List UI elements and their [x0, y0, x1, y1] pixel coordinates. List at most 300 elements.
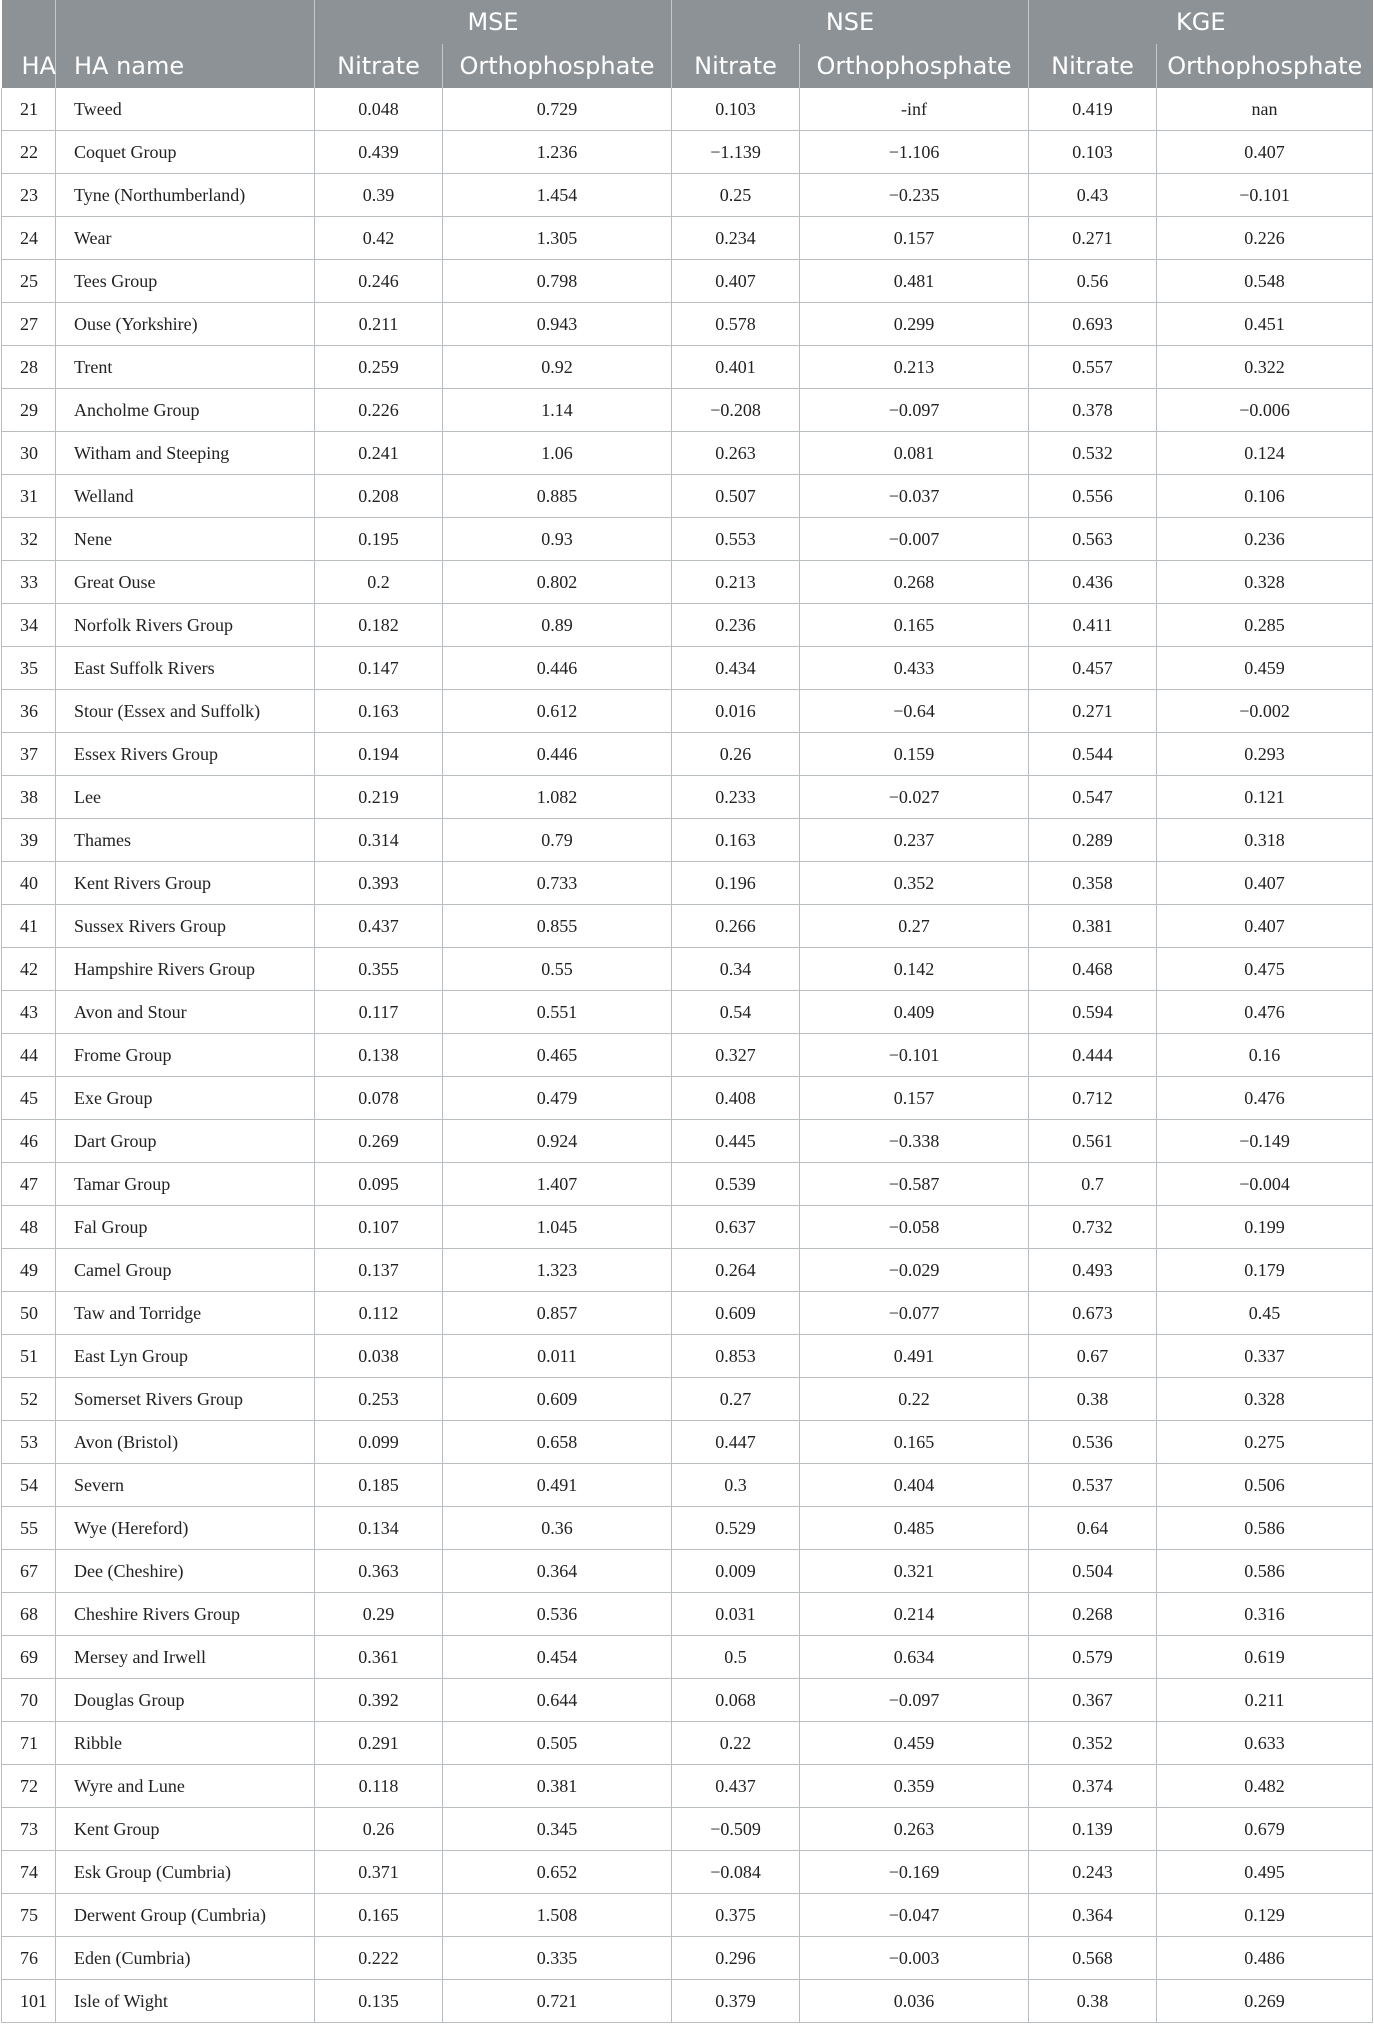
cell-nse-nitrate: 0.016 — [672, 690, 800, 733]
cell-nse-nitrate: 0.263 — [672, 432, 800, 475]
cell-ha: 69 — [2, 1636, 56, 1679]
cell-kge-nitrate: 0.712 — [1029, 1077, 1157, 1120]
cell-nse-orthophosphate: 0.22 — [800, 1378, 1029, 1421]
cell-kge-nitrate: 0.563 — [1029, 518, 1157, 561]
cell-mse-orthophosphate: 1.323 — [443, 1249, 672, 1292]
cell-kge-nitrate: 0.374 — [1029, 1765, 1157, 1808]
table-row — [2, 217, 1373, 260]
cell-mse-orthophosphate: 1.06 — [443, 432, 672, 475]
cell-ha-name: Tweed — [56, 88, 315, 131]
cell-nse-nitrate: 0.434 — [672, 647, 800, 690]
table-row — [2, 1206, 1373, 1249]
cell-ha: 52 — [2, 1378, 56, 1421]
cell-mse-orthophosphate: 0.733 — [443, 862, 672, 905]
cell-mse-nitrate: 0.253 — [315, 1378, 443, 1421]
cell-mse-nitrate: 0.163 — [315, 690, 443, 733]
cell-kge-orthophosphate: 0.476 — [1157, 991, 1373, 1034]
cell-ha-name: Wye (Hereford) — [56, 1507, 315, 1550]
cell-mse-nitrate: 0.222 — [315, 1937, 443, 1980]
cell-mse-nitrate: 0.078 — [315, 1077, 443, 1120]
cell-nse-orthophosphate: 0.459 — [800, 1722, 1029, 1765]
cell-kge-nitrate: 0.504 — [1029, 1550, 1157, 1593]
cell-mse-nitrate: 0.165 — [315, 1894, 443, 1937]
cell-mse-nitrate: 0.117 — [315, 991, 443, 1034]
cell-nse-orthophosphate: −0.097 — [800, 389, 1029, 432]
cell-ha: 38 — [2, 776, 56, 819]
cell-nse-nitrate: −0.509 — [672, 1808, 800, 1851]
cell-ha-name: Coquet Group — [56, 131, 315, 174]
cell-ha: 34 — [2, 604, 56, 647]
cell-nse-nitrate: 0.54 — [672, 991, 800, 1034]
cell-kge-orthophosphate: 0.328 — [1157, 561, 1373, 604]
cell-nse-nitrate: −0.084 — [672, 1851, 800, 1894]
cell-nse-nitrate: −0.208 — [672, 389, 800, 432]
cell-nse-nitrate: 0.853 — [672, 1335, 800, 1378]
table-row — [2, 475, 1373, 518]
table-row — [2, 1249, 1373, 1292]
table-row — [2, 1292, 1373, 1335]
cell-nse-nitrate: 0.25 — [672, 174, 800, 217]
cell-kge-orthophosphate: −0.101 — [1157, 174, 1373, 217]
cell-kge-nitrate: 0.457 — [1029, 647, 1157, 690]
cell-ha: 47 — [2, 1163, 56, 1206]
cell-nse-orthophosphate: 0.481 — [800, 260, 1029, 303]
cell-mse-orthophosphate: 0.798 — [443, 260, 672, 303]
cell-mse-orthophosphate: 0.855 — [443, 905, 672, 948]
results-table — [1, 0, 1373, 2023]
cell-kge-orthophosphate: 0.322 — [1157, 346, 1373, 389]
cell-nse-orthophosphate: 0.214 — [800, 1593, 1029, 1636]
cell-kge-nitrate: 0.352 — [1029, 1722, 1157, 1765]
cell-kge-nitrate: 0.568 — [1029, 1937, 1157, 1980]
cell-ha-name: Dee (Cheshire) — [56, 1550, 315, 1593]
cell-mse-nitrate: 0.42 — [315, 217, 443, 260]
table-row — [2, 131, 1373, 174]
table-row — [2, 905, 1373, 948]
cell-ha-name: Eden (Cumbria) — [56, 1937, 315, 1980]
cell-kge-nitrate: 0.378 — [1029, 389, 1157, 432]
cell-kge-orthophosphate: 0.633 — [1157, 1722, 1373, 1765]
header-blank — [56, 0, 315, 44]
table-row — [2, 690, 1373, 733]
cell-ha-name: Frome Group — [56, 1034, 315, 1077]
cell-nse-orthophosphate: −1.106 — [800, 131, 1029, 174]
table-row — [2, 260, 1373, 303]
cell-mse-orthophosphate: 0.36 — [443, 1507, 672, 1550]
cell-mse-nitrate: 0.39 — [315, 174, 443, 217]
cell-ha-name: East Suffolk Rivers — [56, 647, 315, 690]
cell-ha-name: Norfolk Rivers Group — [56, 604, 315, 647]
cell-mse-orthophosphate: 1.508 — [443, 1894, 672, 1937]
cell-kge-nitrate: 0.7 — [1029, 1163, 1157, 1206]
cell-mse-nitrate: 0.138 — [315, 1034, 443, 1077]
cell-mse-orthophosphate: 0.536 — [443, 1593, 672, 1636]
cell-mse-nitrate: 0.112 — [315, 1292, 443, 1335]
cell-nse-orthophosphate: 0.165 — [800, 1421, 1029, 1464]
cell-nse-orthophosphate: −0.047 — [800, 1894, 1029, 1937]
cell-mse-orthophosphate: 0.885 — [443, 475, 672, 518]
cell-ha-name: Trent — [56, 346, 315, 389]
cell-nse-nitrate: 0.26 — [672, 733, 800, 776]
cell-ha: 30 — [2, 432, 56, 475]
cell-kge-orthophosphate: 0.586 — [1157, 1507, 1373, 1550]
cell-nse-orthophosphate: 0.404 — [800, 1464, 1029, 1507]
cell-nse-orthophosphate: 0.485 — [800, 1507, 1029, 1550]
cell-kge-orthophosphate: 0.459 — [1157, 647, 1373, 690]
table-row — [2, 1765, 1373, 1808]
cell-mse-orthophosphate: 0.924 — [443, 1120, 672, 1163]
header-ha: HA — [2, 44, 56, 88]
cell-mse-orthophosphate: 0.446 — [443, 647, 672, 690]
cell-nse-nitrate: 0.34 — [672, 948, 800, 991]
table-row — [2, 346, 1373, 389]
cell-ha-name: Taw and Torridge — [56, 1292, 315, 1335]
cell-ha: 73 — [2, 1808, 56, 1851]
cell-kge-nitrate: 0.444 — [1029, 1034, 1157, 1077]
cell-ha: 74 — [2, 1851, 56, 1894]
cell-kge-nitrate: 0.493 — [1029, 1249, 1157, 1292]
table-row — [2, 1378, 1373, 1421]
cell-nse-orthophosphate: 0.036 — [800, 1980, 1029, 2023]
cell-ha: 44 — [2, 1034, 56, 1077]
table-body — [2, 88, 1373, 2023]
cell-nse-orthophosphate: 0.268 — [800, 561, 1029, 604]
cell-mse-orthophosphate: 0.652 — [443, 1851, 672, 1894]
cell-kge-nitrate: 0.557 — [1029, 346, 1157, 389]
table-row — [2, 1593, 1373, 1636]
cell-mse-nitrate: 0.439 — [315, 131, 443, 174]
cell-nse-orthophosphate: −0.169 — [800, 1851, 1029, 1894]
cell-kge-orthophosphate: 0.106 — [1157, 475, 1373, 518]
cell-mse-nitrate: 0.048 — [315, 88, 443, 131]
cell-kge-orthophosphate: 0.407 — [1157, 905, 1373, 948]
cell-mse-nitrate: 0.099 — [315, 1421, 443, 1464]
cell-ha-name: Fal Group — [56, 1206, 315, 1249]
cell-kge-orthophosphate: 0.124 — [1157, 432, 1373, 475]
table-row — [2, 1808, 1373, 1851]
table-row — [2, 1636, 1373, 1679]
cell-mse-nitrate: 0.437 — [315, 905, 443, 948]
cell-ha: 23 — [2, 174, 56, 217]
cell-kge-orthophosphate: 0.495 — [1157, 1851, 1373, 1894]
cell-mse-nitrate: 0.241 — [315, 432, 443, 475]
cell-kge-orthophosphate: 0.45 — [1157, 1292, 1373, 1335]
cell-mse-nitrate: 0.211 — [315, 303, 443, 346]
cell-nse-orthophosphate: −0.338 — [800, 1120, 1029, 1163]
table-row — [2, 303, 1373, 346]
cell-ha-name: Mersey and Irwell — [56, 1636, 315, 1679]
cell-nse-nitrate: 0.609 — [672, 1292, 800, 1335]
table-row — [2, 1163, 1373, 1206]
cell-nse-nitrate: 0.196 — [672, 862, 800, 905]
cell-mse-orthophosphate: 0.446 — [443, 733, 672, 776]
cell-kge-orthophosphate: 0.679 — [1157, 1808, 1373, 1851]
cell-mse-orthophosphate: 0.465 — [443, 1034, 672, 1077]
cell-ha: 51 — [2, 1335, 56, 1378]
cell-ha: 50 — [2, 1292, 56, 1335]
cell-mse-nitrate: 0.195 — [315, 518, 443, 561]
cell-mse-orthophosphate: 1.236 — [443, 131, 672, 174]
cell-kge-orthophosphate: 0.129 — [1157, 1894, 1373, 1937]
cell-mse-nitrate: 0.2 — [315, 561, 443, 604]
cell-kge-nitrate: 0.419 — [1029, 88, 1157, 131]
cell-ha-name: Douglas Group — [56, 1679, 315, 1722]
cell-mse-orthophosphate: 0.454 — [443, 1636, 672, 1679]
cell-kge-orthophosphate: 0.486 — [1157, 1937, 1373, 1980]
cell-nse-nitrate: 0.3 — [672, 1464, 800, 1507]
header-nse: NSE — [672, 0, 1029, 44]
cell-mse-nitrate: 0.137 — [315, 1249, 443, 1292]
cell-ha-name: Lee — [56, 776, 315, 819]
cell-kge-nitrate: 0.532 — [1029, 432, 1157, 475]
cell-nse-orthophosphate: 0.081 — [800, 432, 1029, 475]
table-row — [2, 733, 1373, 776]
cell-mse-nitrate: 0.107 — [315, 1206, 443, 1249]
cell-kge-orthophosphate: 0.316 — [1157, 1593, 1373, 1636]
cell-nse-orthophosphate: 0.213 — [800, 346, 1029, 389]
cell-kge-nitrate: 0.547 — [1029, 776, 1157, 819]
cell-nse-nitrate: 0.379 — [672, 1980, 800, 2023]
table-row — [2, 1550, 1373, 1593]
cell-mse-orthophosphate: 0.381 — [443, 1765, 672, 1808]
cell-nse-nitrate: −1.139 — [672, 131, 800, 174]
cell-mse-nitrate: 0.29 — [315, 1593, 443, 1636]
cell-ha: 27 — [2, 303, 56, 346]
cell-mse-nitrate: 0.355 — [315, 948, 443, 991]
cell-nse-orthophosphate: −0.058 — [800, 1206, 1029, 1249]
cell-mse-nitrate: 0.269 — [315, 1120, 443, 1163]
cell-mse-nitrate: 0.371 — [315, 1851, 443, 1894]
cell-kge-nitrate: 0.56 — [1029, 260, 1157, 303]
cell-kge-orthophosphate: 0.548 — [1157, 260, 1373, 303]
cell-kge-orthophosphate: 0.451 — [1157, 303, 1373, 346]
header-mse-orthophosphate: Orthophosphate — [443, 44, 672, 88]
cell-kge-orthophosphate: 0.586 — [1157, 1550, 1373, 1593]
cell-ha-name: Tamar Group — [56, 1163, 315, 1206]
table-row — [2, 561, 1373, 604]
cell-nse-orthophosphate: 0.491 — [800, 1335, 1029, 1378]
cell-kge-orthophosphate: 0.179 — [1157, 1249, 1373, 1292]
cell-kge-nitrate: 0.289 — [1029, 819, 1157, 862]
cell-kge-orthophosphate: 0.236 — [1157, 518, 1373, 561]
cell-kge-nitrate: 0.594 — [1029, 991, 1157, 1034]
cell-mse-nitrate: 0.194 — [315, 733, 443, 776]
cell-kge-orthophosphate: 0.293 — [1157, 733, 1373, 776]
table-row — [2, 1077, 1373, 1120]
table-row — [2, 1120, 1373, 1163]
column-header-row — [2, 44, 1373, 88]
cell-kge-nitrate: 0.38 — [1029, 1980, 1157, 2023]
cell-kge-orthophosphate: 0.619 — [1157, 1636, 1373, 1679]
cell-mse-nitrate: 0.363 — [315, 1550, 443, 1593]
cell-ha: 49 — [2, 1249, 56, 1292]
cell-nse-orthophosphate: 0.157 — [800, 217, 1029, 260]
cell-mse-nitrate: 0.118 — [315, 1765, 443, 1808]
cell-ha-name: Avon and Stour — [56, 991, 315, 1034]
header-mse-nitrate: Nitrate — [315, 44, 443, 88]
cell-ha: 53 — [2, 1421, 56, 1464]
header-nse-orthophosphate: Orthophosphate — [800, 44, 1029, 88]
cell-mse-orthophosphate: 0.721 — [443, 1980, 672, 2023]
cell-ha: 48 — [2, 1206, 56, 1249]
cell-nse-nitrate: 0.401 — [672, 346, 800, 389]
cell-ha: 45 — [2, 1077, 56, 1120]
table-row — [2, 1464, 1373, 1507]
cell-kge-orthophosphate: 0.211 — [1157, 1679, 1373, 1722]
cell-nse-nitrate: 0.375 — [672, 1894, 800, 1937]
cell-mse-orthophosphate: 0.644 — [443, 1679, 672, 1722]
cell-nse-nitrate: 0.553 — [672, 518, 800, 561]
cell-kge-orthophosphate: −0.004 — [1157, 1163, 1373, 1206]
cell-nse-orthophosphate: 0.321 — [800, 1550, 1029, 1593]
table-row — [2, 1679, 1373, 1722]
cell-ha: 42 — [2, 948, 56, 991]
cell-mse-orthophosphate: 0.345 — [443, 1808, 672, 1851]
cell-nse-orthophosphate: −0.027 — [800, 776, 1029, 819]
cell-nse-nitrate: 0.031 — [672, 1593, 800, 1636]
cell-nse-orthophosphate: 0.263 — [800, 1808, 1029, 1851]
group-header-row — [2, 0, 1373, 44]
cell-ha-name: Witham and Steeping — [56, 432, 315, 475]
cell-ha-name: Avon (Bristol) — [56, 1421, 315, 1464]
table-row — [2, 1851, 1373, 1894]
cell-kge-nitrate: 0.536 — [1029, 1421, 1157, 1464]
cell-nse-nitrate: 0.264 — [672, 1249, 800, 1292]
cell-kge-nitrate: 0.67 — [1029, 1335, 1157, 1378]
cell-mse-orthophosphate: 1.045 — [443, 1206, 672, 1249]
table-row — [2, 1335, 1373, 1378]
table-row — [2, 604, 1373, 647]
cell-ha-name: Cheshire Rivers Group — [56, 1593, 315, 1636]
header-nse-nitrate: Nitrate — [672, 44, 800, 88]
cell-kge-orthophosphate: nan — [1157, 88, 1373, 131]
cell-nse-orthophosphate: 0.157 — [800, 1077, 1029, 1120]
cell-nse-nitrate: 0.539 — [672, 1163, 800, 1206]
cell-ha-name: Ouse (Yorkshire) — [56, 303, 315, 346]
cell-mse-nitrate: 0.291 — [315, 1722, 443, 1765]
cell-kge-orthophosphate: −0.002 — [1157, 690, 1373, 733]
table-row — [2, 432, 1373, 475]
cell-mse-nitrate: 0.26 — [315, 1808, 443, 1851]
cell-mse-nitrate: 0.361 — [315, 1636, 443, 1679]
cell-ha: 68 — [2, 1593, 56, 1636]
cell-kge-nitrate: 0.364 — [1029, 1894, 1157, 1937]
cell-mse-orthophosphate: 0.729 — [443, 88, 672, 131]
cell-kge-orthophosphate: 0.506 — [1157, 1464, 1373, 1507]
cell-ha: 31 — [2, 475, 56, 518]
cell-mse-orthophosphate: 0.612 — [443, 690, 672, 733]
cell-ha-name: Stour (Essex and Suffolk) — [56, 690, 315, 733]
cell-mse-nitrate: 0.259 — [315, 346, 443, 389]
cell-ha: 21 — [2, 88, 56, 131]
cell-ha-name: Ancholme Group — [56, 389, 315, 432]
cell-mse-orthophosphate: 0.89 — [443, 604, 672, 647]
cell-ha-name: Nene — [56, 518, 315, 561]
cell-kge-orthophosphate: 0.121 — [1157, 776, 1373, 819]
cell-ha: 36 — [2, 690, 56, 733]
cell-nse-nitrate: 0.234 — [672, 217, 800, 260]
cell-mse-orthophosphate: 0.479 — [443, 1077, 672, 1120]
cell-mse-orthophosphate: 0.55 — [443, 948, 672, 991]
cell-mse-nitrate: 0.147 — [315, 647, 443, 690]
table-row — [2, 1507, 1373, 1550]
cell-nse-orthophosphate: 0.27 — [800, 905, 1029, 948]
cell-nse-orthophosphate: −0.003 — [800, 1937, 1029, 1980]
header-kge-nitrate: Nitrate — [1029, 44, 1157, 88]
table-header — [2, 0, 1373, 88]
cell-nse-orthophosphate: -inf — [800, 88, 1029, 131]
cell-nse-orthophosphate: 0.159 — [800, 733, 1029, 776]
cell-ha-name: Exe Group — [56, 1077, 315, 1120]
cell-ha-name: Derwent Group (Cumbria) — [56, 1894, 315, 1937]
cell-kge-nitrate: 0.43 — [1029, 174, 1157, 217]
cell-ha-name: Wear — [56, 217, 315, 260]
table-row — [2, 174, 1373, 217]
cell-nse-orthophosphate: 0.409 — [800, 991, 1029, 1034]
cell-nse-nitrate: 0.445 — [672, 1120, 800, 1163]
cell-ha: 32 — [2, 518, 56, 561]
cell-nse-nitrate: 0.213 — [672, 561, 800, 604]
cell-kge-nitrate: 0.537 — [1029, 1464, 1157, 1507]
cell-kge-nitrate: 0.732 — [1029, 1206, 1157, 1249]
cell-kge-nitrate: 0.673 — [1029, 1292, 1157, 1335]
cell-nse-nitrate: 0.27 — [672, 1378, 800, 1421]
cell-mse-orthophosphate: 0.79 — [443, 819, 672, 862]
cell-nse-nitrate: 0.327 — [672, 1034, 800, 1077]
cell-mse-nitrate: 0.095 — [315, 1163, 443, 1206]
cell-mse-nitrate: 0.226 — [315, 389, 443, 432]
cell-mse-nitrate: 0.182 — [315, 604, 443, 647]
header-kge: KGE — [1029, 0, 1373, 44]
cell-mse-orthophosphate: 1.14 — [443, 389, 672, 432]
cell-kge-orthophosphate: 0.482 — [1157, 1765, 1373, 1808]
cell-mse-nitrate: 0.185 — [315, 1464, 443, 1507]
cell-ha-name: Tees Group — [56, 260, 315, 303]
table-row — [2, 1894, 1373, 1937]
cell-mse-orthophosphate: 0.92 — [443, 346, 672, 389]
cell-kge-nitrate: 0.271 — [1029, 690, 1157, 733]
cell-mse-nitrate: 0.314 — [315, 819, 443, 862]
table-row — [2, 1980, 1373, 2023]
cell-ha-name: Essex Rivers Group — [56, 733, 315, 776]
cell-ha: 24 — [2, 217, 56, 260]
cell-kge-nitrate: 0.381 — [1029, 905, 1157, 948]
cell-kge-orthophosphate: −0.149 — [1157, 1120, 1373, 1163]
cell-kge-orthophosphate: 0.318 — [1157, 819, 1373, 862]
cell-mse-orthophosphate: 0.658 — [443, 1421, 672, 1464]
cell-kge-orthophosphate: 0.269 — [1157, 1980, 1373, 2023]
cell-kge-nitrate: 0.358 — [1029, 862, 1157, 905]
cell-nse-nitrate: 0.408 — [672, 1077, 800, 1120]
cell-ha-name: Dart Group — [56, 1120, 315, 1163]
cell-nse-nitrate: 0.163 — [672, 819, 800, 862]
cell-kge-nitrate: 0.103 — [1029, 131, 1157, 174]
header-kge-orthophosphate: Orthophosphate — [1157, 44, 1373, 88]
cell-kge-nitrate: 0.579 — [1029, 1636, 1157, 1679]
cell-nse-orthophosphate: −0.101 — [800, 1034, 1029, 1077]
cell-nse-nitrate: 0.407 — [672, 260, 800, 303]
cell-ha-name: Kent Group — [56, 1808, 315, 1851]
cell-ha-name: Wyre and Lune — [56, 1765, 315, 1808]
cell-nse-orthophosphate: 0.359 — [800, 1765, 1029, 1808]
cell-nse-nitrate: 0.447 — [672, 1421, 800, 1464]
cell-mse-nitrate: 0.392 — [315, 1679, 443, 1722]
table-row — [2, 819, 1373, 862]
cell-nse-nitrate: 0.266 — [672, 905, 800, 948]
cell-nse-orthophosphate: −0.029 — [800, 1249, 1029, 1292]
cell-ha-name: Welland — [56, 475, 315, 518]
cell-mse-orthophosphate: 0.491 — [443, 1464, 672, 1507]
